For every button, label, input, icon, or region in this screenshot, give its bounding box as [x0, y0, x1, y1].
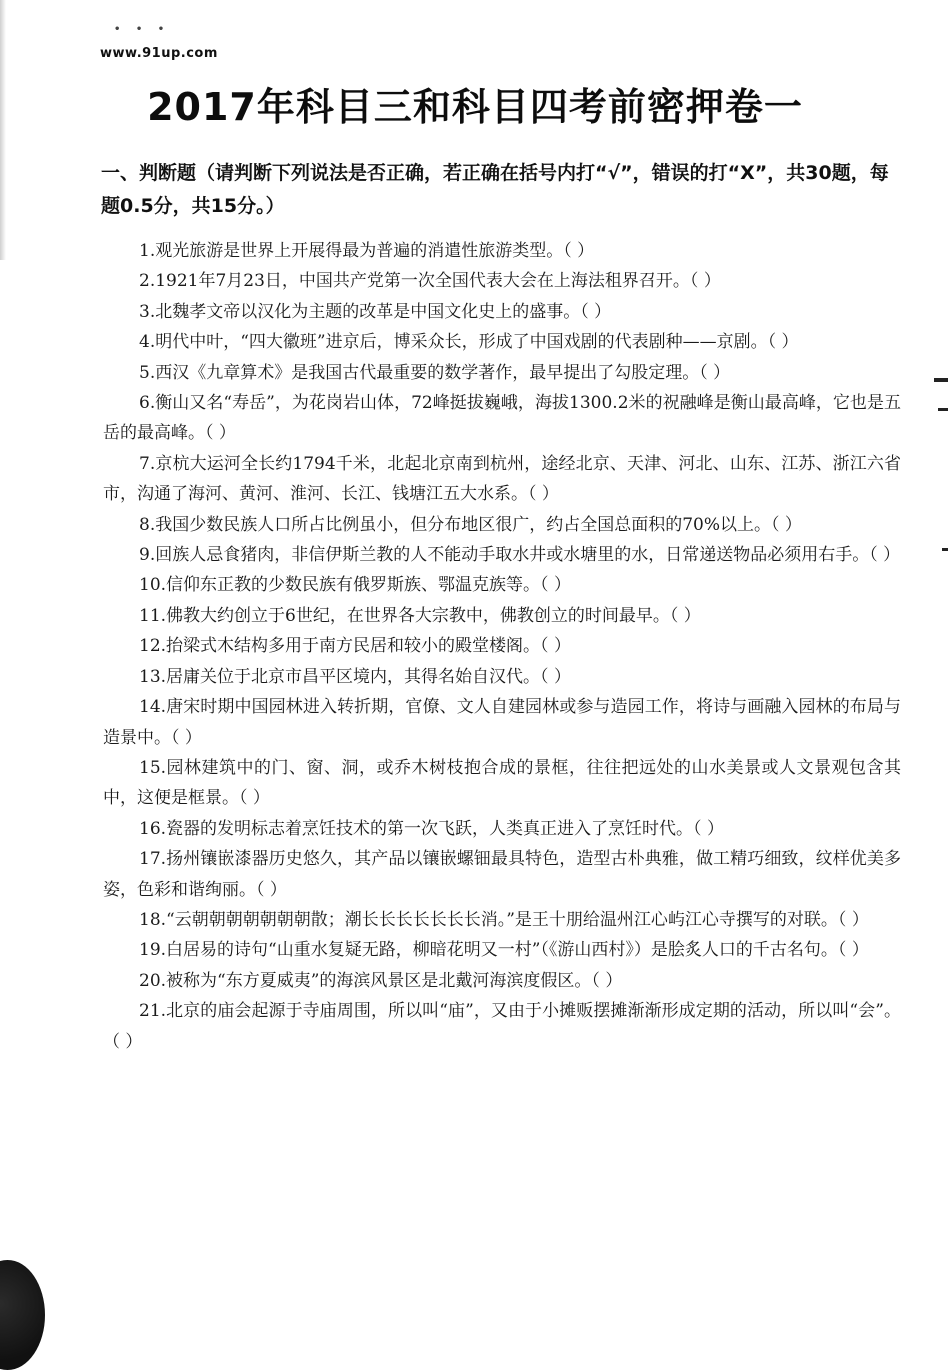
question-item: 20.被称为“东方夏威夷”的海滨风景区是北戴河海滨度假区。（ ） [139, 970, 623, 991]
scan-margin-mark [934, 378, 948, 382]
header-dots: • • • [114, 24, 171, 35]
question-item: 2.1921年7月23日，中国共产党第一次全国代表大会在上海法租界召开。（ ） [139, 271, 721, 292]
question-item: 13.居庸关位于北京市昌平区境内，其得名始自汉代。（ ） [139, 666, 571, 687]
question-list [103, 236, 901, 1057]
question-item: 15.园林建筑中的门、窗、洞，或乔木树枝抱合成的景框，往往把远处的山水美景或人文景观包含其中，这便是框景。（ ） [103, 757, 901, 809]
question-item: 1.观光旅游是世界上开展得最为普遍的消遣性旅游类型。（ ） [139, 241, 595, 261]
question-item: 11.佛教大约创立于6世纪，在世界各大宗教中，佛教创立的时间最早。（ ） [139, 605, 701, 626]
question-item: 19.白居易的诗句“山重水复疑无路，柳暗花明又一村”（《游山西村》）是脍炙人口的千古名句。（ ） [139, 940, 869, 961]
question-item: 16.瓷器的发明标志着烹饪技术的第一次飞跃，人类真正进入了烹饪时代。（ ） [139, 818, 724, 839]
site-watermark [100, 24, 218, 61]
question-item: 5.西汉《九章算术》是我国古代最重要的数学著作，最早提出了勾股定理。（ ） [139, 362, 731, 383]
page-title: 2017年科目三和科目四考前密押卷一 [147, 85, 803, 129]
scan-thumb-shadow [0, 1260, 45, 1370]
question-item: 18.“云朝朝朝朝朝朝朝散；潮长长长长长长长消。”是王十朋给温州江心屿江心寺撰写的对联。（ ） [139, 909, 869, 930]
question-item: 14.唐宋时期中国园林进入转折期，官僚、文人自建园林或参与造园工作，将诗与画融入园林的布局与造景中。（ ） [103, 697, 901, 748]
question-item: 17.扬州镶嵌漆器历史悠久，其产品以镶嵌螺钿最具特色，造型古朴典雅，做工精巧细致，纹样优美多姿，色彩和谐绚丽。（ ） [103, 849, 901, 900]
question-item: 12.抬梁式木结构多用于南方民居和较小的殿堂楼阁。（ ） [139, 636, 571, 657]
question-item: 7.京杭大运河全长约1794千米，北起北京南到杭州，途经北京、天津、河北、山东、江苏、浙江六省市，沟通了海河、黄河、淮河、长江、钱塘江五大水系。（ ） [103, 453, 901, 505]
section-heading: 一、判断题（请判断下列说法是否正确，若正确在括号内打“√”，错误的打“X”，共30题，每题0.5分，共15分。） [101, 162, 889, 217]
question-item: 8.我国少数民族人口所占比例虽小，但分布地区很广，约占全国总面积的70%以上。（ ） [139, 514, 802, 535]
question-item: 21.北京的庙会起源于寺庙周围，所以叫“庙”，又由于小摊贩摆摊渐渐形成定期的活动，所以叫“会”。（ ） [103, 1001, 901, 1052]
question-item: 4.明代中叶，“四大徽班”进京后，博采众长，形成了中国戏剧的代表剧种——京剧。（ ） [139, 332, 799, 353]
question-item: 10.信仰东正教的少数民族有俄罗斯族、鄂温克族等。（ ） [139, 575, 571, 596]
question-item: 3.北魏孝文帝以汉化为主题的改革是中国文化史上的盛事。（ ） [139, 301, 612, 322]
site-url-text: www.91up.com [100, 46, 218, 61]
scan-margin-mark [938, 408, 948, 411]
question-item: 9.回族人忌食猪肉，非信伊斯兰教的人不能动手取水井或水塘里的水，日常递送物品必须用右手。（ ） [139, 545, 901, 566]
scan-margin-mark [942, 548, 948, 551]
question-item: 6.衡山又名“寿岳”，为花岗岩山体，72峰挺拔巍峨，海拔1300.2米的祝融峰是衡山最高峰，它也是五岳的最高峰。（ ） [103, 393, 901, 444]
